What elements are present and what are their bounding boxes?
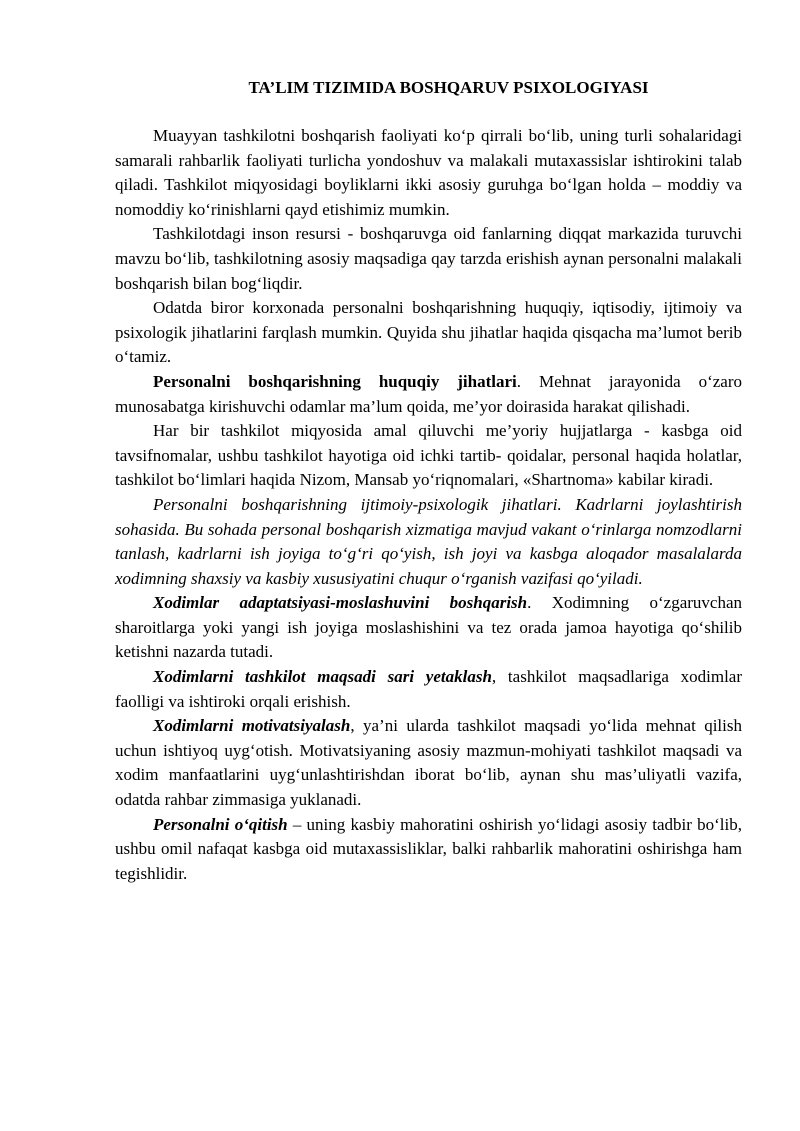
paragraph-10-text: – uning kasbiy mahoratini oshirish yo‘lidagi asosiy tadbir bo‘lib, ushbu omil nafaqat kasbga oid mutaxassisliklar, balki rahbarlik mahoratini oshirishga ham tegishlidir. [115,814,743,883]
page-title: TA’LIM TIZIMIDA BOSHQARUV PSIXOLOGIYASI [248,78,649,97]
paragraph-7-heading: Xodimlar adaptatsiyasi-moslashuvini boshqarish [153,593,528,613]
paragraph-8 [115,665,742,714]
paragraph-1: Muayyan tashkilotni boshqarish faoliyati ko‘p qirrali bo‘lib, uning turli sohalaridagi samarali rahbarlik faoliyati turlicha yondoshuv va malakali mutaxassislar ishtirokini talab qiladi. Tashkilot miqyosidagi boyliklarni ikki asosiy guruhga bo‘lgan holda – moddiy va nomoddiy ko‘rinishlarni qayd etishimiz mumkin. [115,126,742,219]
paragraph-5: Har bir tashkilot miqyosida amal qiluvchi me’yoriy hujjatlarga - kasbga oid tavsifnomalar, ushbu tashkilot hayotiga oid ichki tartib- qoidalar, personal haqida holatlar, tashkilot bo‘limlari haqida Nizom, Mansab yo‘riqnomalari, «Shartnoma» kabilar kiradi. [115,421,742,490]
paragraph-8-heading: Xodimlarni tashkilot maqsadi sari yetaklash [153,667,492,687]
paragraph-2: Tashkilotdagi inson resursi - boshqaruvga oid fanlarning diqqat markazida turuvchi mavzu bo‘lib, tashkilotning asosiy maqsadiga qay tarzda erishish aynan personalni malakali boshqarish bilan bog‘liqdir. [115,224,742,293]
paragraph-9-heading: Xodimlarni motivatsiyalash [153,716,351,736]
paragraph-10-heading: Personalni o‘qitish [153,814,288,834]
paragraph-9 [115,714,742,812]
paragraph-4 [115,370,742,419]
paragraph-8-text: , tashkilot maqsadlariga xodimlar faolligi va ishtiroki orqali erishish. [115,667,742,711]
paragraph-4-text: . Mehnat jarayonida o‘zaro munosabatga kirishuvchi odamlar ma’lum qoida, me’yor doirasida harakat qilishadi. [115,371,743,416]
document-body [115,124,742,886]
paragraph-6: Personalni boshqarishning ijtimoiy-psixologik jihatlari. Kadrlarni joylashtirish sohasida. Bu sohada personal boshqarish xizmatiga mavjud vakant o‘rinlarga nomzodlarni tanlash, kadrlarni ish joyiga to‘g‘ri qo‘yish, ish joyi va kasbga aloqador masalalarda xodimning shaxsiy va kasbiy xususiyatini chuqur o‘rganish vazifasi qo‘yiladi. [115,494,742,588]
paragraph-10 [115,813,742,887]
paragraph-7 [115,591,742,665]
paragraph-4-heading: Personalni boshqarishning huquqiy jihatlari [153,371,517,391]
paragraph-9-text: , ya’ni ularda tashkilot maqsadi yo‘lida mehnat qilish uchun ishtiyoq uyg‘otish. Motivatsiyaning asosiy mazmun-mohiyati tashkilot maqsadi va xodim manfaatlarini uyg‘unlashtirishdan iborat bo‘lib, aynan shu mas’uliyatli vazifa, odatda rahbar zimmasiga yuklanadi. [115,716,742,810]
paragraph-3: Odatda biror korxonada personalni boshqarishning huquqiy, iqtisodiy, ijtimoiy va psixologik jihatlarini farqlash mumkin. Quyida shu jihatlar haqida qisqacha ma’lumot berib o‘tamiz. [115,298,742,367]
paragraph-7-text: . Xodimning o‘zgaruvchan sharoitlarga yoki yangi ish joyiga moslashishini va tez orada jamoa hayotiga qo‘shilib ketishni nazarda tutadi. [115,593,743,662]
